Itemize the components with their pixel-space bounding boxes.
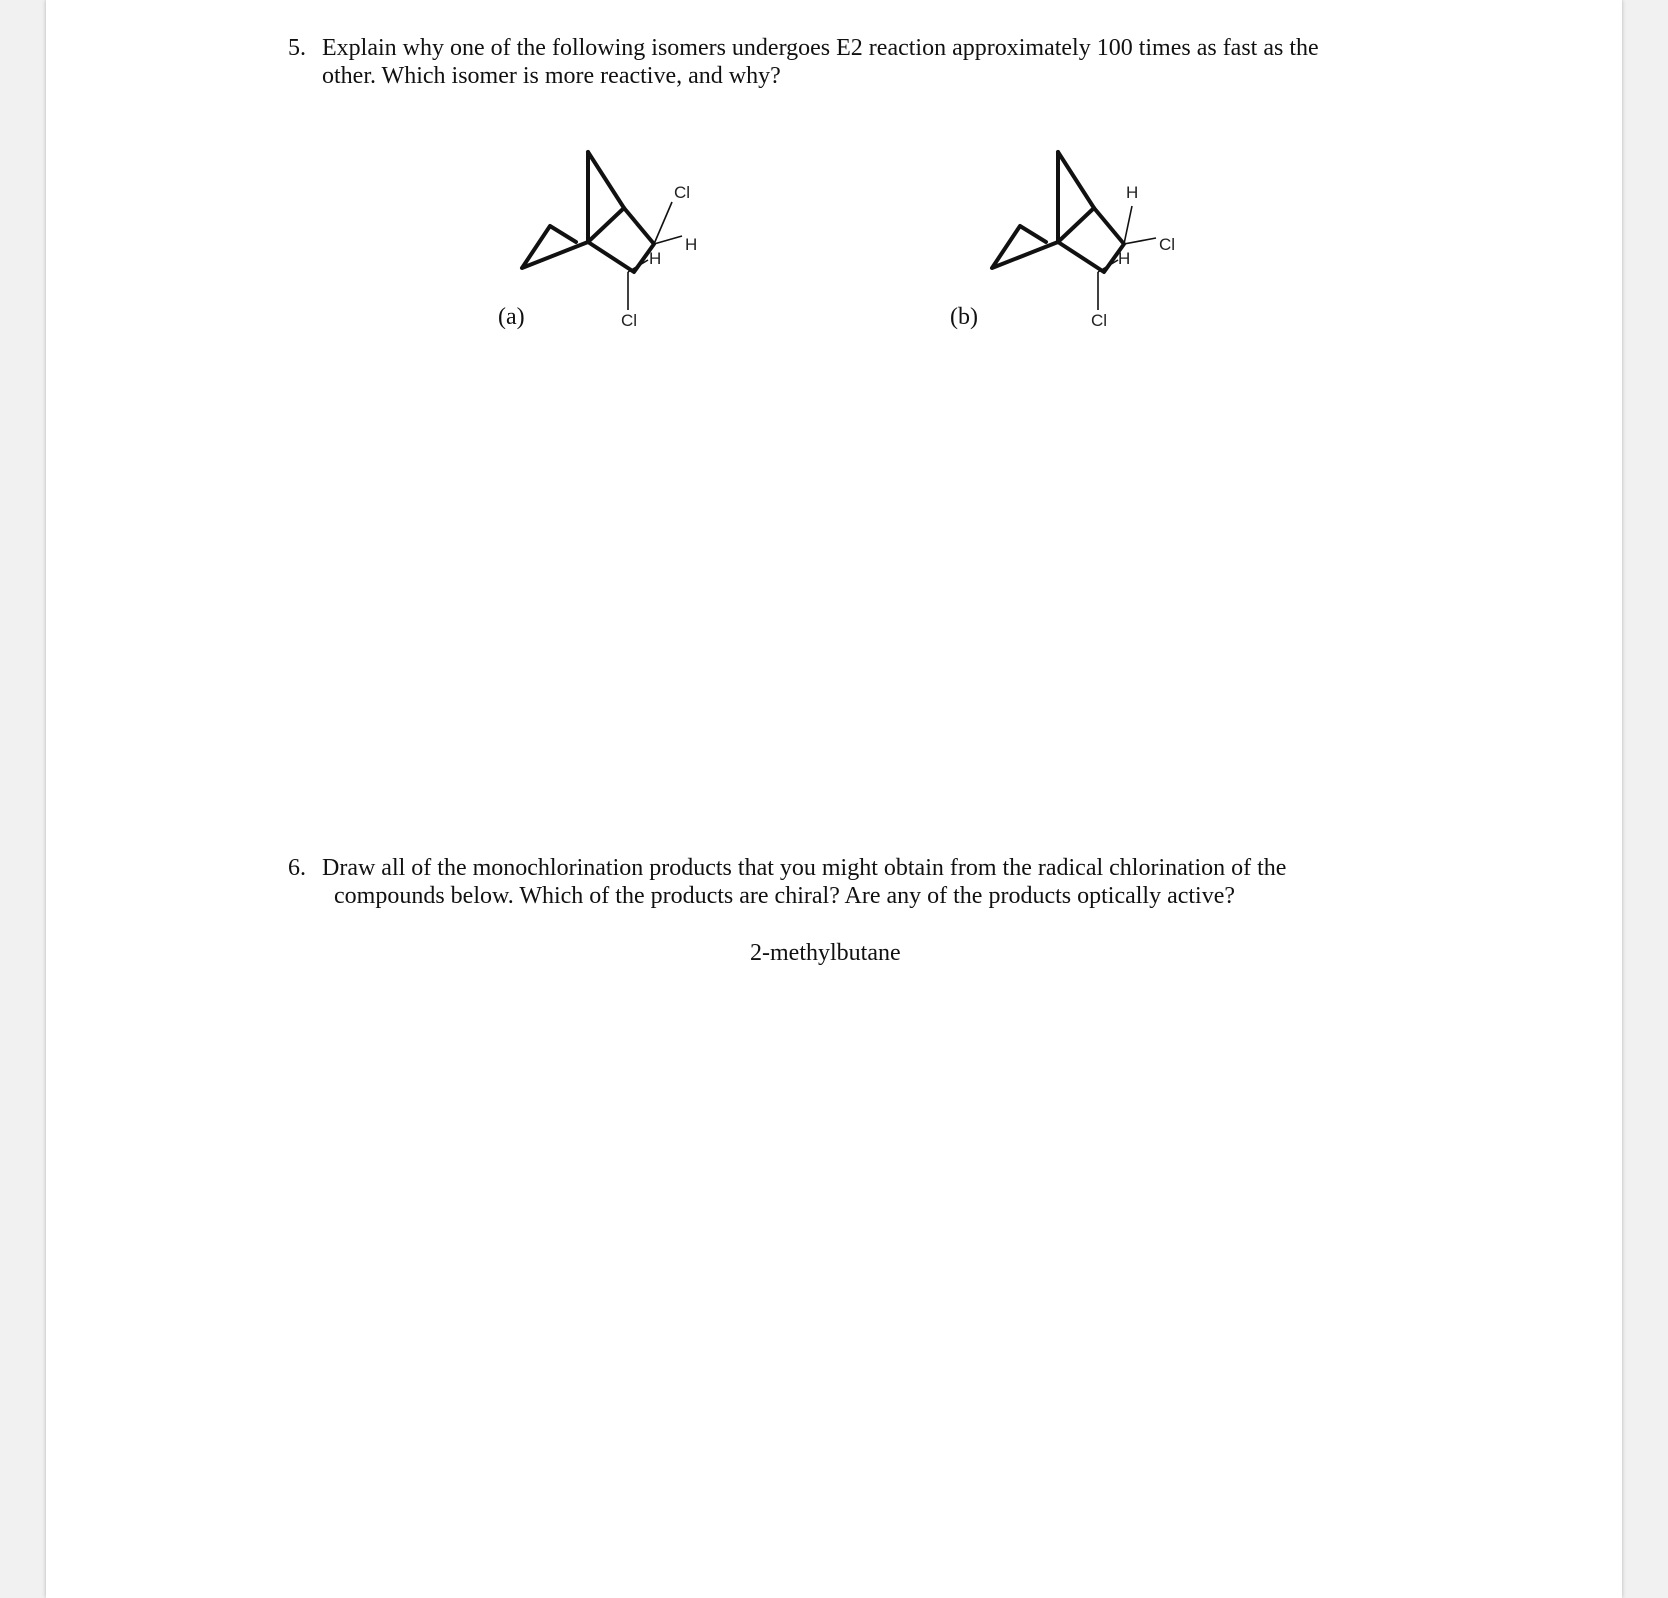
isomer-a-left-ring [522,226,588,268]
isomer-b-bond-topright [1124,206,1132,244]
compound-name: 2-methylbutane [750,940,901,966]
option-a-label: (a) [498,304,525,330]
isomer-a-bond-midright [654,236,682,244]
question-5-text-line2: other. Which isomer is more reactive, and why? [322,63,781,89]
isomer-b-left-ring [992,226,1058,268]
question-6-number: 6. [288,855,306,881]
isomer-a-atom-bottom: Cl [621,311,638,330]
isomer-a-atom-mid-left: H [649,249,662,268]
isomer-a-structure [506,140,766,340]
isomer-b-bond-midright [1124,238,1156,244]
isomer-b-atom-top-right: H [1126,183,1139,202]
question-5-text-line1: Explain why one of the following isomers undergoes E2 reaction approximately 100 times as fast as the [322,35,1319,61]
isomer-b-bridge-right [1058,152,1094,208]
question-6-text-line2: compounds below. Which of the products are chiral? Are any of the products optically active? [334,883,1236,909]
document-page [46,0,1622,1598]
isomer-a-bridgehead [588,208,624,242]
isomer-b-atom-mid-left: H [1118,249,1131,268]
isomer-b-atom-bottom: Cl [1091,311,1108,330]
isomer-b-bridgehead [1058,208,1094,242]
isomer-a-bond-topright [654,202,672,244]
isomer-b-atom-mid-right: Cl [1159,235,1176,254]
isomer-a-atom-top-right: Cl [674,183,691,202]
question-5 [288,34,1388,94]
isomer-b-bond-midleft [1098,260,1118,272]
isomer-a-bond-midleft [628,260,648,272]
isomer-a-bridge-right [588,152,624,208]
question-5-number: 5. [288,35,306,61]
question-6 [288,854,1388,914]
option-b-label: (b) [950,304,978,330]
question-6-text-line1: Draw all of the monochlorination products that you might obtain from the radical chlorination of the [322,855,1287,881]
isomer-a-atom-mid-right: H [685,235,698,254]
isomer-b-structure [976,140,1236,340]
